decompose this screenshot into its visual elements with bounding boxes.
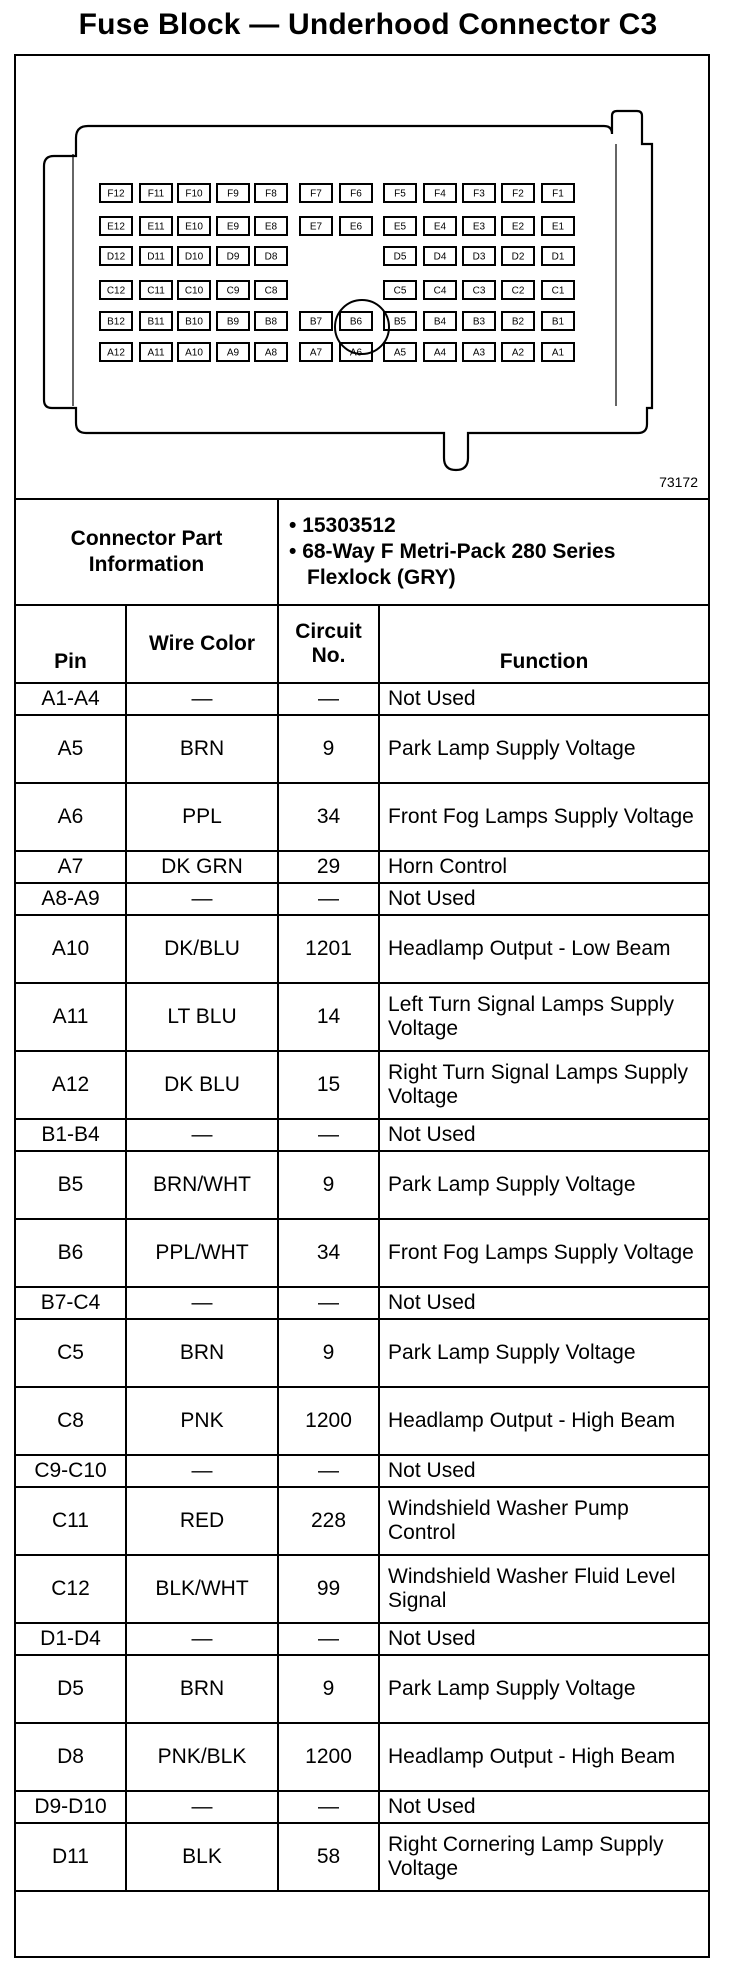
circuit-cell: 15 <box>278 1051 379 1119</box>
svg-text:B10: B10 <box>185 316 203 328</box>
table-row <box>16 915 708 983</box>
pin-cell: A6 <box>16 783 126 851</box>
table-header-row <box>16 605 708 683</box>
connector-pin-c8 <box>255 281 287 299</box>
function-cell: Park Lamp Supply Voltage <box>379 715 708 783</box>
function-cell: Windshield Washer Fluid Level Signal <box>379 1555 708 1623</box>
connector-diagram <box>16 56 708 500</box>
connector-pin-b11 <box>140 312 172 330</box>
pin-cell: D11 <box>16 1823 126 1891</box>
wire-color-cell: DK BLU <box>126 1051 278 1119</box>
svg-text:F5: F5 <box>394 188 406 200</box>
wire-color-cell: LT BLU <box>126 983 278 1051</box>
connector-pin-d1 <box>542 247 574 265</box>
function-cell: Headlamp Output - High Beam <box>379 1387 708 1455</box>
connector-pin-e12 <box>100 217 132 235</box>
connector-pin-c4 <box>424 281 456 299</box>
pin-cell: D1-D4 <box>16 1623 126 1655</box>
connector-pin-a10 <box>178 343 210 361</box>
svg-text:A11: A11 <box>147 347 165 359</box>
table-row <box>16 1051 708 1119</box>
connector-pin-a1 <box>542 343 574 361</box>
circuit-cell: 9 <box>278 1319 379 1387</box>
function-cell: Headlamp Output - Low Beam <box>379 915 708 983</box>
table-row <box>16 851 708 883</box>
connector-pin-a9 <box>217 343 249 361</box>
svg-text:C5: C5 <box>393 285 407 297</box>
svg-text:F4: F4 <box>434 188 446 200</box>
connector-pin-d4 <box>424 247 456 265</box>
svg-text:D1: D1 <box>551 251 565 263</box>
pin-cell: B1-B4 <box>16 1119 126 1151</box>
connector-pin-f6 <box>340 184 372 202</box>
connector-pin-f11 <box>140 184 172 202</box>
circuit-cell: — <box>278 1119 379 1151</box>
svg-text:F7: F7 <box>310 188 322 200</box>
part-description: • 68-Way F Metri-Pack 280 Series Flexlock (GRY) <box>289 540 616 589</box>
svg-text:B7: B7 <box>309 316 323 328</box>
function-cell: Front Fog Lamps Supply Voltage <box>379 783 708 851</box>
figure-number: 73172 <box>659 474 698 490</box>
connector-pin-f5 <box>384 184 416 202</box>
pin-cell: D8 <box>16 1723 126 1791</box>
circuit-cell: 14 <box>278 983 379 1051</box>
wire-color-cell: BRN <box>126 715 278 783</box>
wire-color-cell: — <box>126 1791 278 1823</box>
svg-text:B2: B2 <box>511 316 525 328</box>
svg-text:C8: C8 <box>264 285 278 297</box>
pin-cell: A12 <box>16 1051 126 1119</box>
function-cell: Park Lamp Supply Voltage <box>379 1319 708 1387</box>
svg-text:C12: C12 <box>106 285 126 297</box>
svg-text:F2: F2 <box>512 188 524 200</box>
wire-color-cell: PPL <box>126 783 278 851</box>
pin-cell: C8 <box>16 1387 126 1455</box>
svg-text:A9: A9 <box>226 347 240 359</box>
svg-text:F3: F3 <box>473 188 485 200</box>
connector-pin-c10 <box>178 281 210 299</box>
part-info-row <box>16 499 708 605</box>
connector-pin-d12 <box>100 247 132 265</box>
circuit-cell: 34 <box>278 1219 379 1287</box>
connector-pin-f12 <box>100 184 132 202</box>
function-header: Function <box>379 605 708 683</box>
function-cell: Not Used <box>379 1287 708 1319</box>
svg-text:E3: E3 <box>472 221 486 233</box>
connector-pin-e9 <box>217 217 249 235</box>
connector-pin-b7 <box>300 312 332 330</box>
svg-text:E10: E10 <box>185 221 203 233</box>
svg-text:C3: C3 <box>472 285 486 297</box>
wire-color-cell: DK GRN <box>126 851 278 883</box>
pin-cell: A11 <box>16 983 126 1051</box>
svg-text:F9: F9 <box>227 188 239 200</box>
table-row <box>16 1487 708 1555</box>
svg-text:D3: D3 <box>472 251 486 263</box>
connector-pin-b8 <box>255 312 287 330</box>
pin-cell: B6 <box>16 1219 126 1287</box>
connector-pin-d2 <box>502 247 534 265</box>
pin-cell: A1-A4 <box>16 683 126 715</box>
pin-cell: C5 <box>16 1319 126 1387</box>
circuit-cell: 9 <box>278 715 379 783</box>
function-cell: Right Turn Signal Lamps Supply Voltage <box>379 1051 708 1119</box>
svg-text:A4: A4 <box>433 347 447 359</box>
svg-text:C4: C4 <box>433 285 447 297</box>
table-row <box>16 1287 708 1319</box>
function-cell: Park Lamp Supply Voltage <box>379 1151 708 1219</box>
connector-pin-e2 <box>502 217 534 235</box>
svg-text:F6: F6 <box>350 188 362 200</box>
wire-color-cell: RED <box>126 1487 278 1555</box>
wire-color-cell: — <box>126 1623 278 1655</box>
pin-header: Pin <box>16 605 126 683</box>
connector-pin-d8 <box>255 247 287 265</box>
function-cell: Left Turn Signal Lamps Supply Voltage <box>379 983 708 1051</box>
circuit-cell: — <box>278 1623 379 1655</box>
connector-pin-f10 <box>178 184 210 202</box>
wire-color-cell: PNK/BLK <box>126 1723 278 1791</box>
wire-color-cell: BRN <box>126 1655 278 1723</box>
pin-cell: A7 <box>16 851 126 883</box>
svg-text:B8: B8 <box>264 316 278 328</box>
svg-text:E11: E11 <box>147 221 165 233</box>
wire-color-cell: PPL/WHT <box>126 1219 278 1287</box>
page-title: Fuse Block — Underhood Connector C3 <box>78 8 658 41</box>
connector-pin-f1 <box>542 184 574 202</box>
svg-text:F8: F8 <box>265 188 277 200</box>
circuit-cell: — <box>278 683 379 715</box>
circuit-cell: 29 <box>278 851 379 883</box>
table-row <box>16 1823 708 1891</box>
function-cell: Horn Control <box>379 851 708 883</box>
pin-cell: C9-C10 <box>16 1455 126 1487</box>
connector-pin-c12 <box>100 281 132 299</box>
circuit-cell: — <box>278 1287 379 1319</box>
svg-text:E9: E9 <box>226 221 240 233</box>
connector-pin-a6 <box>340 343 372 361</box>
svg-text:D12: D12 <box>106 251 126 263</box>
connector-pin-a8 <box>255 343 287 361</box>
table-row <box>16 1723 708 1791</box>
connector-pin-b2 <box>502 312 534 330</box>
connector-pin-a2 <box>502 343 534 361</box>
connector-pin-b4 <box>424 312 456 330</box>
connector-pin-f9 <box>217 184 249 202</box>
connector-pin-e11 <box>140 217 172 235</box>
svg-text:C10: C10 <box>184 285 204 297</box>
table-row <box>16 1623 708 1655</box>
circuit-cell: 9 <box>278 1655 379 1723</box>
connector-pin-f2 <box>502 184 534 202</box>
function-cell: Windshield Washer Pump Control <box>379 1487 708 1555</box>
wire-color-cell: DK/BLU <box>126 915 278 983</box>
svg-text:B4: B4 <box>433 316 447 328</box>
svg-text:A5: A5 <box>393 347 407 359</box>
connector-pin-c1 <box>542 281 574 299</box>
svg-text:B11: B11 <box>147 316 165 328</box>
wire-color-cell: — <box>126 883 278 915</box>
wire-color-cell: BRN/WHT <box>126 1151 278 1219</box>
function-cell: Not Used <box>379 1455 708 1487</box>
wire-color-cell: — <box>126 1287 278 1319</box>
table-row <box>16 1791 708 1823</box>
pin-cell: B7-C4 <box>16 1287 126 1319</box>
pin-cell: D5 <box>16 1655 126 1723</box>
pin-cell: B5 <box>16 1151 126 1219</box>
svg-text:E5: E5 <box>393 221 407 233</box>
wire-color-cell: BLK <box>126 1823 278 1891</box>
function-cell: Headlamp Output - High Beam <box>379 1723 708 1791</box>
svg-text:B12: B12 <box>107 316 125 328</box>
table-row <box>16 1555 708 1623</box>
svg-text:F11: F11 <box>147 188 165 200</box>
table-row <box>16 1219 708 1287</box>
table-row <box>16 983 708 1051</box>
svg-text:A7: A7 <box>309 347 323 359</box>
svg-text:A1: A1 <box>551 347 565 359</box>
connector-pin-d11 <box>140 247 172 265</box>
function-cell: Not Used <box>379 1119 708 1151</box>
wire-color-cell: PNK <box>126 1387 278 1455</box>
connector-pin-a7 <box>300 343 332 361</box>
wire-color-header: Wire Color <box>126 605 278 683</box>
connector-pin-b9 <box>217 312 249 330</box>
svg-text:E2: E2 <box>511 221 525 233</box>
svg-text:C9: C9 <box>226 285 240 297</box>
connector-pin-d10 <box>178 247 210 265</box>
svg-text:B5: B5 <box>393 316 407 328</box>
connector-pin-c9 <box>217 281 249 299</box>
svg-text:B3: B3 <box>472 316 486 328</box>
svg-text:B6: B6 <box>349 316 363 328</box>
svg-text:D2: D2 <box>511 251 525 263</box>
function-cell: Right Cornering Lamp Supply Voltage <box>379 1823 708 1891</box>
svg-text:F10: F10 <box>185 188 203 200</box>
svg-text:A12: A12 <box>107 347 125 359</box>
connector-pin-f3 <box>463 184 495 202</box>
connector-pin-a3 <box>463 343 495 361</box>
connector-pin-d5 <box>384 247 416 265</box>
connector-pin-f7 <box>300 184 332 202</box>
circuit-cell: — <box>278 1455 379 1487</box>
svg-text:E7: E7 <box>309 221 323 233</box>
svg-text:A6: A6 <box>349 347 363 359</box>
connector-pin-e4 <box>424 217 456 235</box>
connector-pin-f4 <box>424 184 456 202</box>
connector-pin-e5 <box>384 217 416 235</box>
svg-text:D5: D5 <box>393 251 407 263</box>
svg-text:D11: D11 <box>147 251 165 263</box>
connector-pin-e7 <box>300 217 332 235</box>
circuit-cell: 58 <box>278 1823 379 1891</box>
connector-pin-c5 <box>384 281 416 299</box>
svg-text:D8: D8 <box>264 251 278 263</box>
connector-pin-e10 <box>178 217 210 235</box>
circuit-header: Circuit No. <box>278 605 379 683</box>
circuit-cell: 99 <box>278 1555 379 1623</box>
pinout-table <box>16 498 708 1892</box>
connector-face-drawing <box>16 56 708 498</box>
table-row <box>16 1455 708 1487</box>
svg-text:E1: E1 <box>551 221 565 233</box>
svg-text:A3: A3 <box>472 347 486 359</box>
pin-cell: A10 <box>16 915 126 983</box>
svg-text:C11: C11 <box>147 285 165 297</box>
svg-text:A8: A8 <box>264 347 278 359</box>
svg-text:F12: F12 <box>107 188 125 200</box>
function-cell: Park Lamp Supply Voltage <box>379 1655 708 1723</box>
svg-text:D10: D10 <box>184 251 204 263</box>
connector-pin-b1 <box>542 312 574 330</box>
connector-sheet <box>14 54 710 1958</box>
circuit-cell: 1200 <box>278 1723 379 1791</box>
connector-pin-a11 <box>140 343 172 361</box>
connector-pin-b10 <box>178 312 210 330</box>
connector-pin-e6 <box>340 217 372 235</box>
svg-text:B9: B9 <box>226 316 240 328</box>
wire-color-cell: BRN <box>126 1319 278 1387</box>
table-row <box>16 1655 708 1723</box>
svg-text:A10: A10 <box>185 347 203 359</box>
circuit-cell: 228 <box>278 1487 379 1555</box>
function-cell: Not Used <box>379 1791 708 1823</box>
connector-pin-e1 <box>542 217 574 235</box>
svg-text:E6: E6 <box>349 221 363 233</box>
part-info-label: Connector Part Information <box>16 499 278 605</box>
svg-text:A2: A2 <box>511 347 525 359</box>
table-row <box>16 883 708 915</box>
wire-color-cell: BLK/WHT <box>126 1555 278 1623</box>
table-row <box>16 1387 708 1455</box>
pin-cell: D9-D10 <box>16 1791 126 1823</box>
table-row <box>16 783 708 851</box>
wire-color-cell: — <box>126 1455 278 1487</box>
table-row <box>16 1151 708 1219</box>
part-info-list <box>278 499 708 605</box>
circuit-cell: — <box>278 883 379 915</box>
pin-cell: C12 <box>16 1555 126 1623</box>
wire-color-cell: — <box>126 683 278 715</box>
connector-pin-a5 <box>384 343 416 361</box>
pin-cell: A8-A9 <box>16 883 126 915</box>
table-row <box>16 1119 708 1151</box>
connector-pin-b6 <box>340 312 372 330</box>
pin-cell: A5 <box>16 715 126 783</box>
connector-pin-b12 <box>100 312 132 330</box>
svg-text:E12: E12 <box>107 221 125 233</box>
svg-text:B1: B1 <box>551 316 565 328</box>
svg-text:D9: D9 <box>226 251 240 263</box>
circuit-cell: 34 <box>278 783 379 851</box>
svg-text:C1: C1 <box>551 285 565 297</box>
svg-text:E4: E4 <box>433 221 447 233</box>
connector-pin-d3 <box>463 247 495 265</box>
connector-pin-f8 <box>255 184 287 202</box>
function-cell: Front Fog Lamps Supply Voltage <box>379 1219 708 1287</box>
connector-pin-a12 <box>100 343 132 361</box>
connector-pin-c11 <box>140 281 172 299</box>
circuit-cell: 1200 <box>278 1387 379 1455</box>
connector-pin-b3 <box>463 312 495 330</box>
connector-pin-e3 <box>463 217 495 235</box>
function-cell: Not Used <box>379 1623 708 1655</box>
function-cell: Not Used <box>379 883 708 915</box>
connector-pin-e8 <box>255 217 287 235</box>
function-cell: Not Used <box>379 683 708 715</box>
table-row <box>16 715 708 783</box>
svg-text:F1: F1 <box>552 188 564 200</box>
connector-pin-c2 <box>502 281 534 299</box>
circuit-cell: 9 <box>278 1151 379 1219</box>
table-row <box>16 1319 708 1387</box>
table-row <box>16 683 708 715</box>
connector-pin-a4 <box>424 343 456 361</box>
connector-pin-c3 <box>463 281 495 299</box>
part-number: • 15303512 <box>289 514 396 537</box>
wire-color-cell: — <box>126 1119 278 1151</box>
svg-text:C2: C2 <box>511 285 525 297</box>
svg-text:E8: E8 <box>264 221 278 233</box>
connector-pin-d9 <box>217 247 249 265</box>
svg-text:D4: D4 <box>433 251 447 263</box>
circuit-cell: — <box>278 1791 379 1823</box>
pin-cell: C11 <box>16 1487 126 1555</box>
circuit-cell: 1201 <box>278 915 379 983</box>
